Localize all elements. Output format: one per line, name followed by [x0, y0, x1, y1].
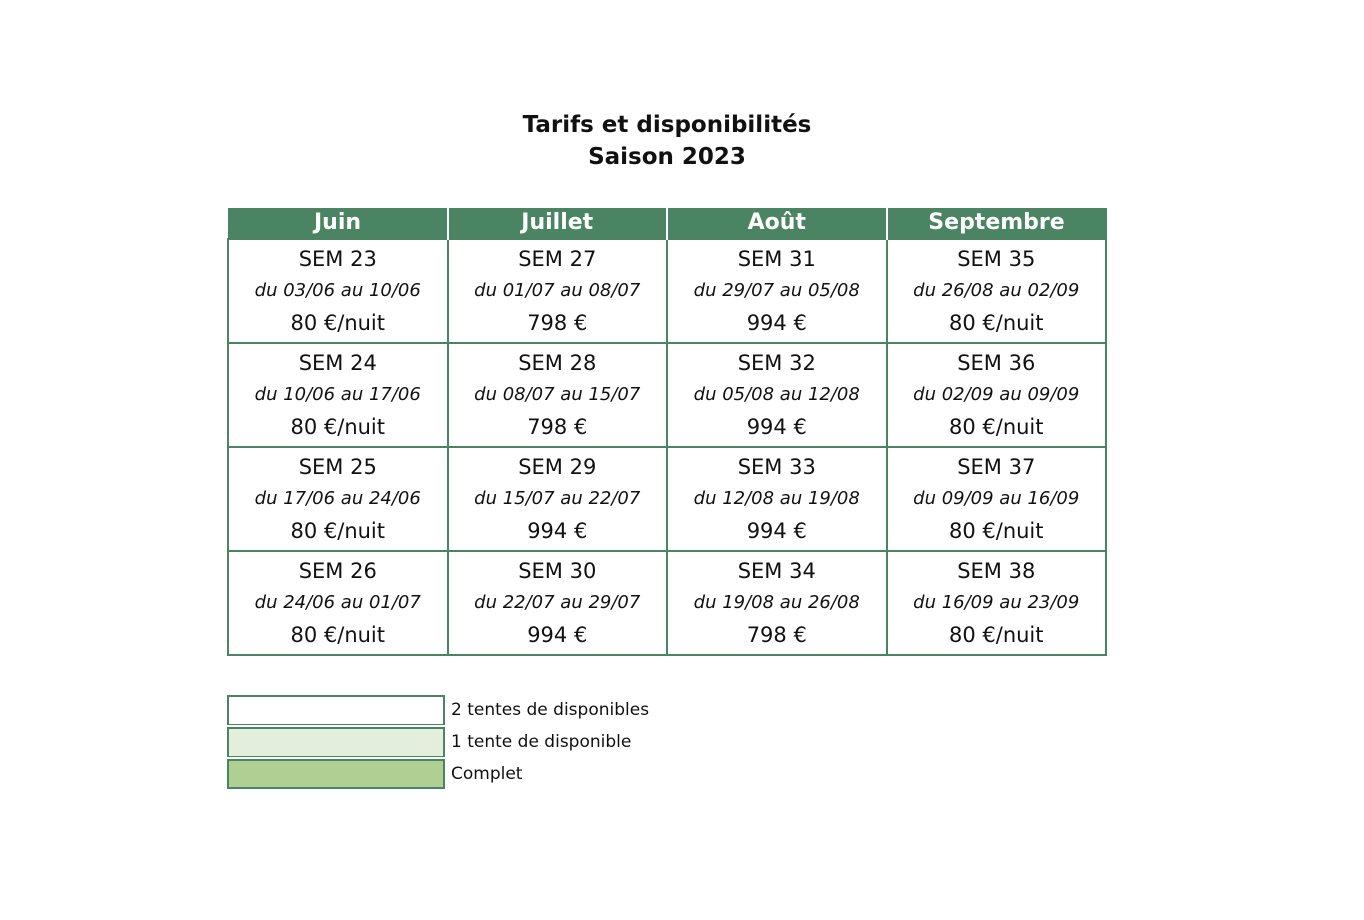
page-subtitle: Saison 2023	[588, 144, 746, 170]
week-cell	[448, 239, 668, 343]
week-number: SEM 23	[298, 247, 377, 271]
legend-swatch-one-available	[227, 727, 445, 757]
month-header-juin: Juin	[228, 208, 448, 239]
week-number: SEM 38	[957, 559, 1036, 583]
week-number: SEM 34	[737, 559, 816, 583]
week-cell	[448, 551, 668, 655]
week-dates: du 10/06 au 17/06	[254, 384, 421, 405]
week-dates: du 17/06 au 24/06	[254, 488, 421, 509]
week-number: SEM 29	[518, 455, 597, 479]
week-number: SEM 37	[957, 455, 1036, 479]
week-price: 994 €	[746, 519, 807, 543]
legend-item	[227, 694, 649, 726]
week-dates: du 19/08 au 26/08	[693, 592, 860, 613]
month-header-row	[228, 208, 1106, 239]
week-cell	[667, 551, 887, 655]
week-dates: du 15/07 au 22/07	[474, 488, 641, 509]
legend	[227, 694, 649, 790]
week-dates: du 02/09 au 09/09	[913, 384, 1080, 405]
week-dates: du 01/07 au 08/07	[474, 280, 641, 301]
week-number: SEM 31	[737, 247, 816, 271]
legend-item	[227, 726, 649, 758]
week-price: 80 €/nuit	[948, 311, 1044, 335]
week-price: 798 €	[527, 415, 588, 439]
week-dates: du 08/07 au 15/07	[474, 384, 641, 405]
month-header-aout: Août	[667, 208, 887, 239]
week-price: 798 €	[527, 311, 588, 335]
week-price: 994 €	[527, 623, 588, 647]
legend-swatch-complet	[227, 759, 445, 789]
week-number: SEM 35	[957, 247, 1036, 271]
week-price: 994 €	[746, 311, 807, 335]
legend-item	[227, 758, 649, 790]
week-cell	[667, 343, 887, 447]
month-header-juillet: Juillet	[448, 208, 668, 239]
week-price: 994 €	[527, 519, 588, 543]
week-cell	[448, 447, 668, 551]
week-cell	[887, 343, 1107, 447]
week-price: 80 €/nuit	[948, 623, 1044, 647]
week-price: 994 €	[746, 415, 807, 439]
week-dates: du 05/08 au 12/08	[693, 384, 860, 405]
week-cell	[228, 239, 448, 343]
week-number: SEM 33	[737, 455, 816, 479]
page-title: Tarifs et disponibilités	[522, 112, 812, 138]
week-dates: du 26/08 au 02/09	[913, 280, 1080, 301]
legend-label: 1 tente de disponible	[451, 732, 632, 752]
legend-label: 2 tentes de disponibles	[451, 700, 650, 720]
week-number: SEM 28	[518, 351, 597, 375]
week-price: 80 €/nuit	[290, 311, 386, 335]
month-header-septembre: Septembre	[887, 208, 1107, 239]
week-price: 80 €/nuit	[290, 623, 386, 647]
week-price: 80 €/nuit	[948, 415, 1044, 439]
week-dates: du 29/07 au 05/08	[693, 280, 860, 301]
week-price: 798 €	[746, 623, 807, 647]
week-cell	[887, 551, 1107, 655]
week-number: SEM 36	[957, 351, 1036, 375]
week-dates: du 12/08 au 19/08	[693, 488, 860, 509]
week-dates: du 09/09 au 16/09	[913, 488, 1080, 509]
week-dates: du 03/06 au 10/06	[254, 280, 421, 301]
table-row	[228, 551, 1106, 655]
legend-swatch-two-available	[227, 695, 445, 725]
week-price: 80 €/nuit	[948, 519, 1044, 543]
week-number: SEM 32	[737, 351, 816, 375]
week-price: 80 €/nuit	[290, 519, 386, 543]
week-cell	[887, 239, 1107, 343]
table-row	[228, 343, 1106, 447]
week-cell	[228, 551, 448, 655]
week-dates: du 16/09 au 23/09	[913, 592, 1080, 613]
availability-table	[227, 208, 1107, 656]
table-row	[228, 239, 1106, 343]
week-dates: du 22/07 au 29/07	[474, 592, 641, 613]
week-number: SEM 27	[518, 247, 597, 271]
table-row	[228, 447, 1106, 551]
week-number: SEM 30	[518, 559, 597, 583]
week-cell	[667, 447, 887, 551]
week-cell	[887, 447, 1107, 551]
week-number: SEM 25	[298, 455, 377, 479]
week-dates: du 24/06 au 01/07	[254, 592, 421, 613]
week-price: 80 €/nuit	[290, 415, 386, 439]
week-number: SEM 24	[298, 351, 377, 375]
week-cell	[228, 447, 448, 551]
week-cell	[228, 343, 448, 447]
legend-label: Complet	[451, 764, 523, 784]
week-number: SEM 26	[298, 559, 377, 583]
week-cell	[667, 239, 887, 343]
week-cell	[448, 343, 668, 447]
